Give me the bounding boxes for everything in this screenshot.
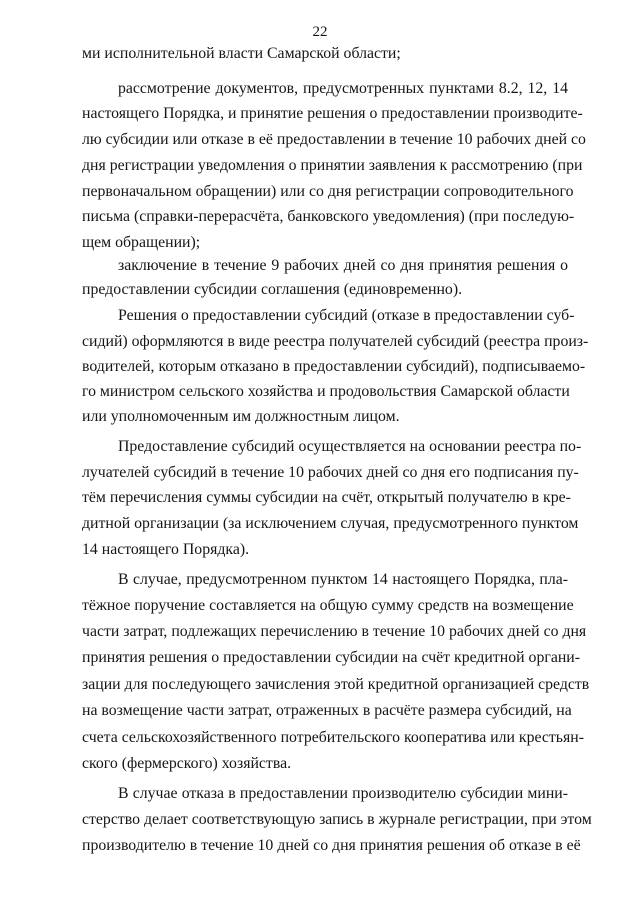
text-line: рассмотрение документов, предусмотренных пунктами 8.2, 12, 14 bbox=[118, 80, 568, 97]
text-line: Предоставление субсидий осуществляется на основании реестра по- bbox=[118, 438, 582, 455]
text-line: Решения о предоставлении субсидий (отказе в предоставлении суб- bbox=[118, 307, 575, 324]
text-line: 14 настоящего Порядка). bbox=[82, 541, 250, 558]
text-line: или уполномоченным им должностным лицом. bbox=[82, 408, 400, 425]
text-line: дитной организации (за исключением случая, предусмотренного пунктом bbox=[82, 515, 579, 532]
text-line: лю субсидии или отказе в её предоставлении в течение 10 рабочих дней со bbox=[82, 131, 586, 148]
text-line: на возмещение части затрат, отраженных в расчёте размера субсидий, на bbox=[82, 702, 572, 719]
text-line: го министром сельского хозяйства и продовольствия Самарской области bbox=[82, 383, 570, 400]
text-line: части затрат, подлежащих перечислению в течение 10 рабочих дней со дня bbox=[82, 623, 587, 640]
text-line: производителю в течение 10 дней со дня принятия решения об отказе в её bbox=[82, 837, 581, 854]
text-line: ского (фермерского) хозяйства. bbox=[82, 755, 292, 772]
text-line: тём перечисления суммы субсидии на счёт, открытый получателю в кре- bbox=[82, 489, 571, 506]
text-line: стерство делает соответствующую запись в журнале регистрации, при этом bbox=[82, 811, 592, 828]
text-line: щем обращении); bbox=[82, 234, 201, 251]
text-line: принятия решения о предоставлении субсидии на счёт кредитной органи- bbox=[82, 649, 581, 666]
page-number: 22 bbox=[312, 24, 328, 40]
text-line: заключение в течение 9 рабочих дней со дня принятия решения о bbox=[118, 257, 568, 274]
text-line: дня регистрации уведомления о принятии заявления к рассмотрению (при bbox=[82, 157, 583, 174]
text-line: зации для последующего зачисления этой кредитной организацией средств bbox=[82, 676, 590, 693]
text-line: В случае отказа в предоставлении производителю субсидии мини- bbox=[118, 785, 568, 802]
text-line: счета сельскохозяйственного потребительского кооператива или крестьян- bbox=[82, 729, 584, 746]
text-line: письма (справки-перерасчёта, банковского уведомления) (при последую- bbox=[82, 208, 575, 225]
text-line: водителей, которым отказано в предоставлении субсидий), подписываемо- bbox=[82, 358, 586, 375]
text-line: В случае, предусмотренном пунктом 14 настоящего Порядка, пла- bbox=[118, 571, 568, 588]
text-line: первоначальном обращении) или со дня регистрации сопроводительного bbox=[82, 183, 574, 200]
text-line: настоящего Порядка, и принятие решения о предоставлении производите- bbox=[82, 105, 583, 122]
text-line: тёжное поручение составляется на общую сумму средств на возмещение bbox=[82, 597, 574, 614]
text-line: ми исполнительной власти Самарской области; bbox=[82, 45, 401, 62]
text-line: сидий) оформляются в виде реестра получателей субсидий (реестра произ- bbox=[82, 333, 589, 350]
text-line: лучателей субсидий в течение 10 рабочих дней со дня его подписания пу- bbox=[82, 464, 579, 481]
text-line: предоставлении субсидии соглашения (единовременно). bbox=[82, 281, 463, 298]
